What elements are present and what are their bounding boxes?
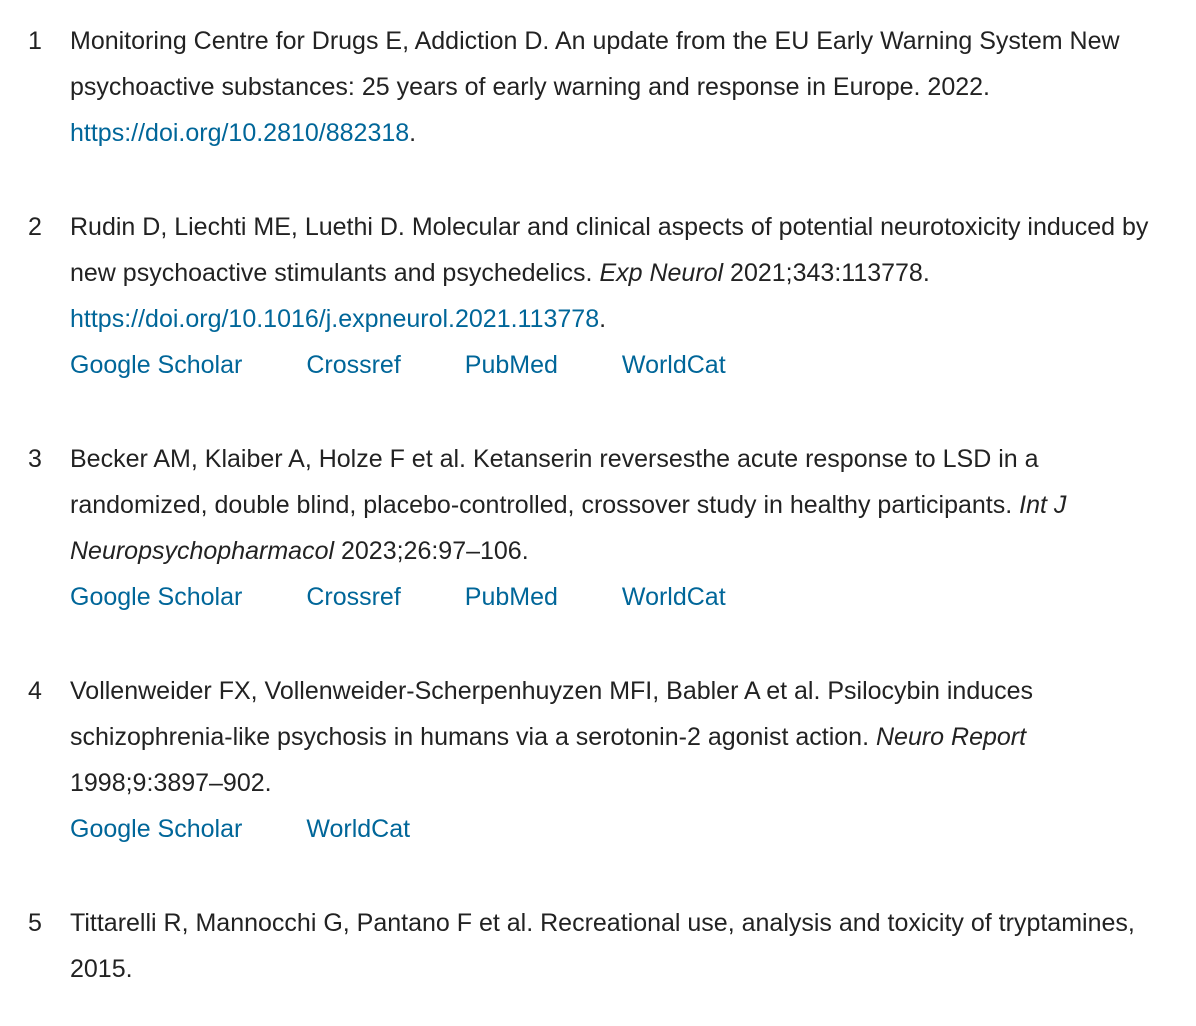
reference-item [0, 668, 1196, 852]
crossref-link[interactable]: Crossref [306, 583, 401, 611]
reference-item [0, 18, 1196, 156]
reference-number: 4 [28, 677, 42, 705]
reference-authors-title: Vollenweider FX, Vollenweider-Scherpenhuyzen MFI, Babler A et al. Psilocybin induces schizophrenia-like psychosis in humans via a serotonin-2 agonist action. [70, 677, 1034, 751]
reference-details: 2021;343:113778. [723, 259, 930, 287]
reference-citation [70, 668, 1156, 806]
worldcat-link[interactable]: WorldCat [306, 815, 411, 843]
reference-citation [70, 900, 1156, 992]
reference-journal: Exp Neurol [599, 259, 724, 287]
crossref-link[interactable]: Crossref [306, 351, 401, 379]
reference-external-links [70, 806, 1156, 852]
reference-authors-title: Becker AM, Klaiber A, Holze F et al. Ketanserin reversesthe acute response to LSD in a randomized, double blind, placebo-controlled, crossover study in healthy participants. [70, 445, 1039, 519]
reference-citation [70, 204, 1156, 342]
reference-number: 5 [28, 909, 42, 937]
reference-authors-title: Rudin D, Liechti ME, Luethi D. Molecular and clinical aspects of potential neurotoxicity induced by new psychoactive stimulants and psychedelics. [70, 213, 1149, 287]
reference-authors-title: Tittarelli R, Mannocchi G, Pantano F et al. Recreational use, analysis and toxicity of tryptamines, 2015. [70, 909, 1135, 983]
pubmed-link[interactable]: PubMed [464, 351, 558, 379]
pubmed-link[interactable]: PubMed [464, 583, 558, 611]
doi-suffix: . [409, 119, 417, 147]
worldcat-link[interactable]: WorldCat [621, 351, 726, 379]
reference-authors-title: Monitoring Centre for Drugs E, Addiction D. An update from the EU Early Warning System New psychoactive substances: 25 years of early warning and response in Europe. 2022. [70, 27, 1120, 101]
reference-number: 2 [28, 213, 42, 241]
google-scholar-link[interactable]: Google Scholar [70, 815, 243, 843]
reference-journal: Neuro Report [875, 723, 1027, 751]
google-scholar-link[interactable]: Google Scholar [70, 351, 243, 379]
reference-item [0, 436, 1196, 620]
reference-number: 1 [28, 27, 42, 55]
reference-citation [70, 436, 1156, 574]
reference-number: 3 [28, 445, 42, 473]
reference-details: 2023;26:97–106. [334, 537, 529, 565]
reference-citation [70, 18, 1156, 156]
doi-link[interactable]: https://doi.org/10.2810/882318 [70, 119, 410, 147]
doi-link[interactable]: https://doi.org/10.1016/j.expneurol.2021.113778 [70, 305, 600, 333]
reference-external-links [70, 342, 1156, 388]
reference-item [0, 204, 1196, 388]
doi-suffix: . [599, 305, 607, 333]
reference-item [0, 900, 1196, 992]
worldcat-link[interactable]: WorldCat [621, 583, 726, 611]
reference-external-links [70, 574, 1156, 620]
reference-details: 1998;9:3897–902. [70, 769, 272, 797]
google-scholar-link[interactable]: Google Scholar [70, 583, 243, 611]
reference-journal: Int J Neuropsychopharmacol [70, 491, 1067, 565]
